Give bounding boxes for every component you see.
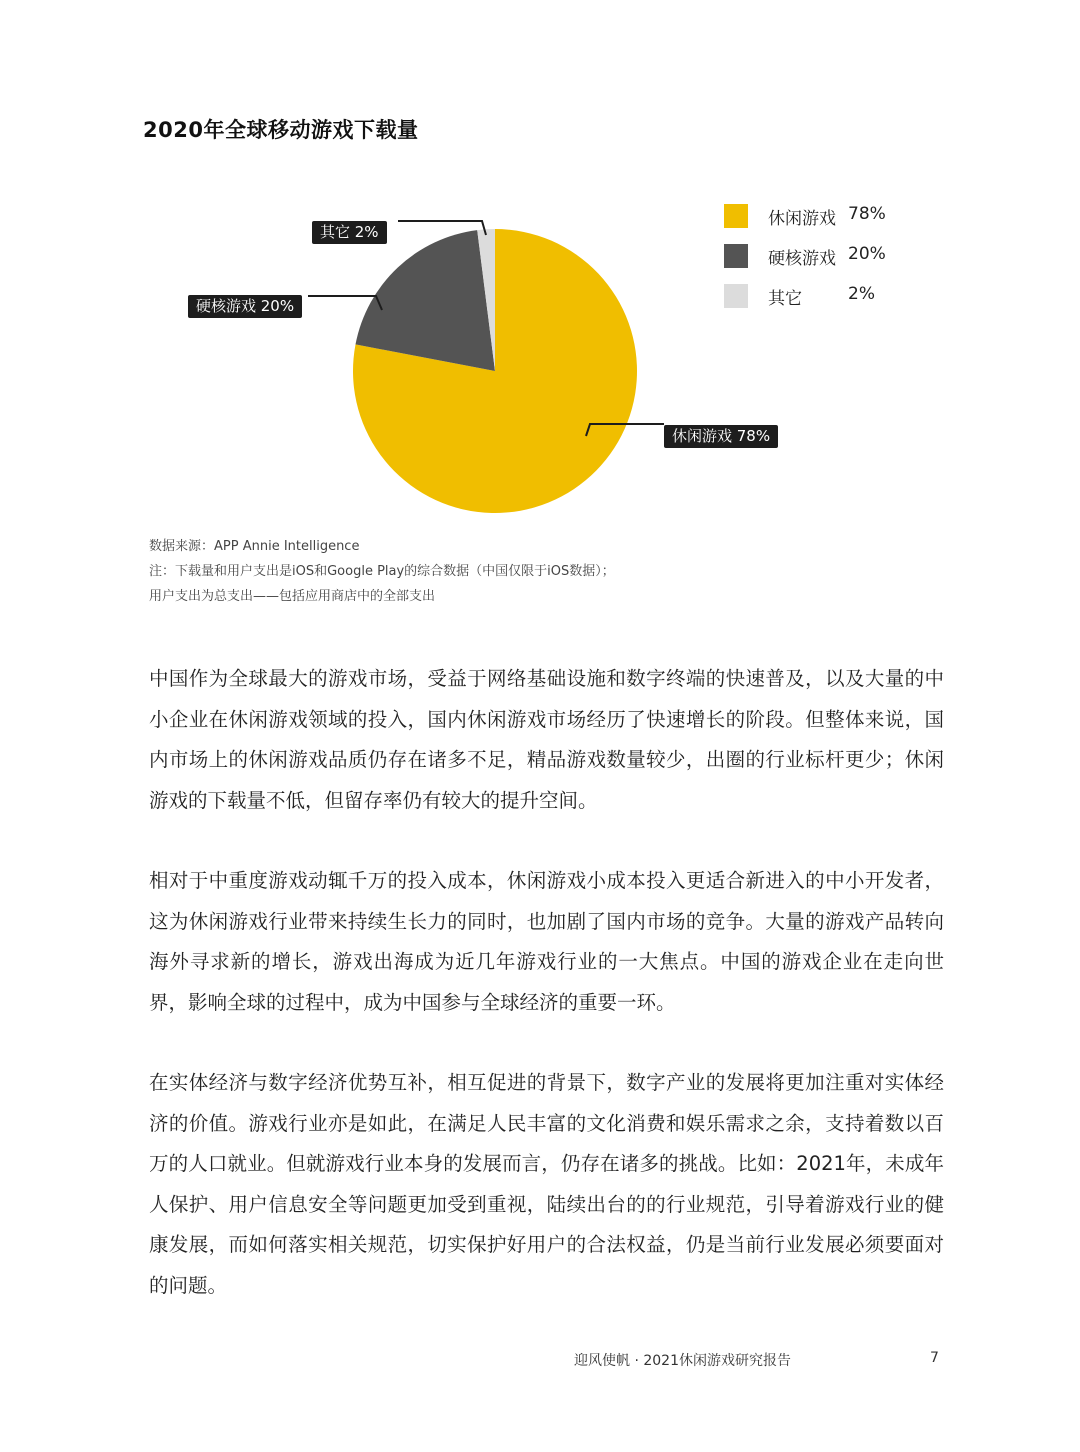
- footnote: 用户支出为总支出——包括应用商店中的全部支出: [149, 589, 436, 604]
- legend-swatch-other: [724, 284, 748, 308]
- data-source: 数据来源：APP Annie Intelligence: [149, 539, 360, 554]
- footer-report-title: 迎风使帆 · 2021休闲游戏研究报告: [574, 1353, 791, 1369]
- paragraph: 相对于中重度游戏动辄千万的投入成本，休闲游戏小成本投入更适合新进入的中小开发者，这为休闲游戏行业带来持续生长力的同时，也加剧了国内市场的竞争。大量的游戏产品转向海外寻求新的增长，游戏出海成为近几年游戏行业的一大焦点。中国的游戏企业在走向世界，影响全球的过程中，成为中国参与全球经济的重要一环。: [149, 869, 944, 1014]
- callout-other: 其它 2%: [312, 221, 387, 244]
- callout-casual: 休闲游戏 78%: [664, 425, 778, 448]
- legend-label: 休闲游戏: [768, 209, 836, 229]
- paragraph: 在实体经济与数字经济优势互补，相互促进的背景下，数字产业的发展将更加注重对实体经济的价值。游戏行业亦是如此，在满足人民丰富的文化消费和娱乐需求之余，支持着数以百万的人口就业。但就游戏行业本身的发展而言，仍存在诸多的挑战。比如：2021年，未成年人保护、用户信息安全等问题更加受到重视，陆续出台的的行业规范，引导着游戏行业的健康发展，而如何落实相关规范，切实保护好用户的合法权益，仍是当前行业发展必须要面对的问题。: [149, 1071, 944, 1297]
- legend-swatch-hardcore: [724, 244, 748, 268]
- legend-item-hardcore: [724, 240, 944, 280]
- chart-title: 2020年全球移动游戏下载量: [143, 118, 419, 142]
- paragraph: 中国作为全球最大的游戏市场，受益于网络基础设施和数字终端的快速普及，以及大量的中小企业在休闲游戏领域的投入，国内休闲游戏市场经历了快速增长的阶段。但整体来说，国内市场上的休闲游戏品质仍存在诸多不足，精品游戏数量较少，出圈的行业标杆更少；休闲游戏的下载量不低，但留存率仍有较大的提升空间。: [149, 667, 944, 812]
- legend-value: 78%: [848, 204, 886, 224]
- legend-value: 2%: [848, 284, 875, 304]
- legend-item-casual: [724, 200, 944, 240]
- legend-label: 硬核游戏: [768, 249, 836, 269]
- footnote: 注：下载量和用户支出是iOS和Google Play的综合数据（中国仅限于iOS数据）；: [149, 564, 615, 579]
- callout-hardcore: 硬核游戏 20%: [188, 295, 302, 318]
- page-number: 7: [930, 1350, 939, 1366]
- legend-item-other: [724, 280, 944, 320]
- legend-label: 其它: [768, 289, 802, 309]
- legend-swatch-casual: [724, 204, 748, 228]
- chart-legend: [724, 200, 944, 320]
- chart-notes: [149, 534, 615, 609]
- body-text: [149, 659, 944, 1346]
- legend-value: 20%: [848, 244, 886, 264]
